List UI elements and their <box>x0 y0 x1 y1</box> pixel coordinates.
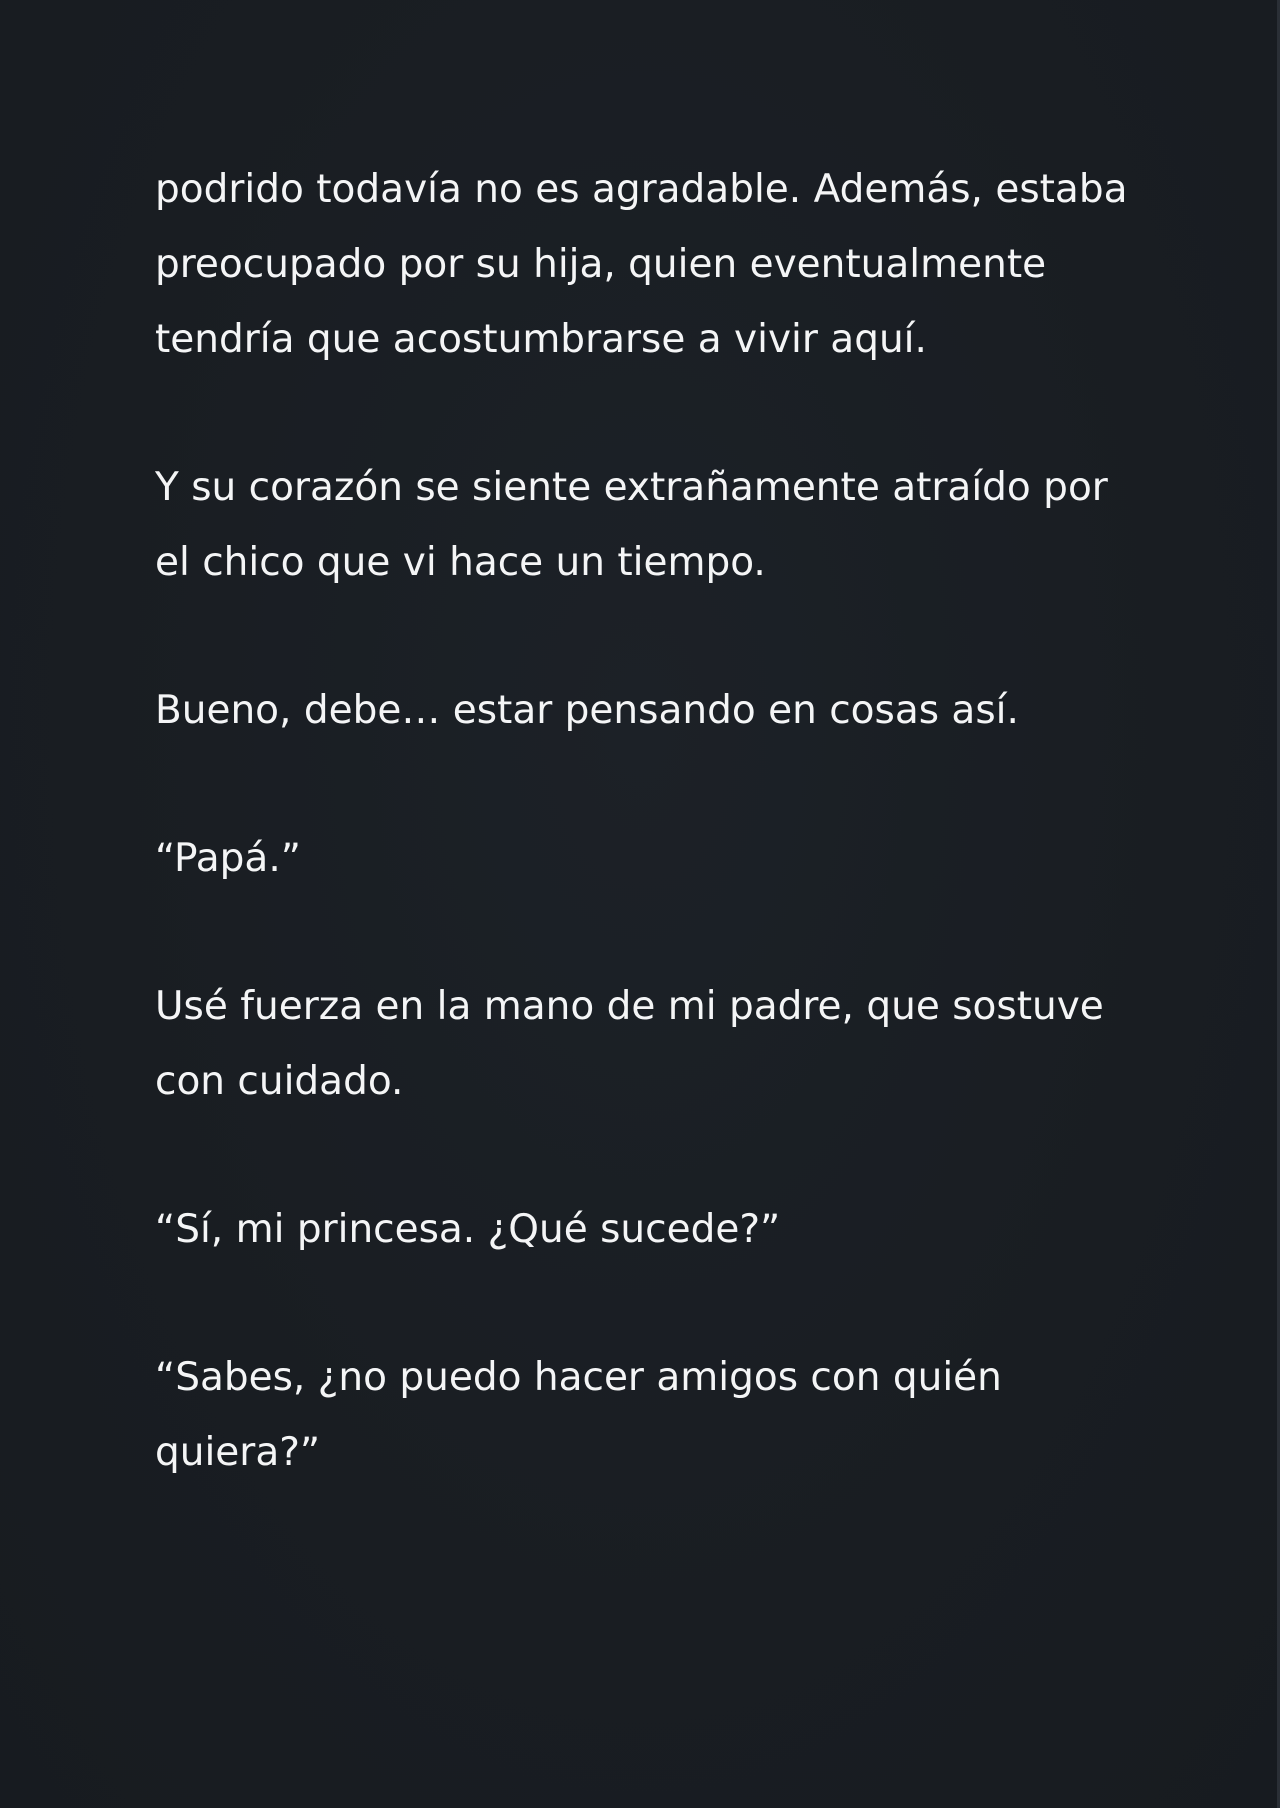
chapter-text <box>155 152 1145 1490</box>
paragraph-1: podrido todavía no es agradable. Además, estaba preocupado por su hija, quien eventualmente tendría que acostumbrarse a vivir aquí. <box>155 167 1128 362</box>
paragraph-6: “Sí, mi princesa. ¿Qué sucede?” <box>155 1207 781 1252</box>
paragraph-4: “Papá.” <box>155 836 301 881</box>
paragraph-7: “Sabes, ¿no puedo hacer amigos con quién quiera?” <box>155 1355 1002 1475</box>
paragraph-3: Bueno, debe… estar pensando en cosas así. <box>155 688 1019 733</box>
paragraph-2: Y su corazón se siente extrañamente atraído por el chico que vi hace un tiempo. <box>155 465 1108 585</box>
paragraph-5: Usé fuerza en la mano de mi padre, que sostuve con cuidado. <box>155 984 1104 1104</box>
